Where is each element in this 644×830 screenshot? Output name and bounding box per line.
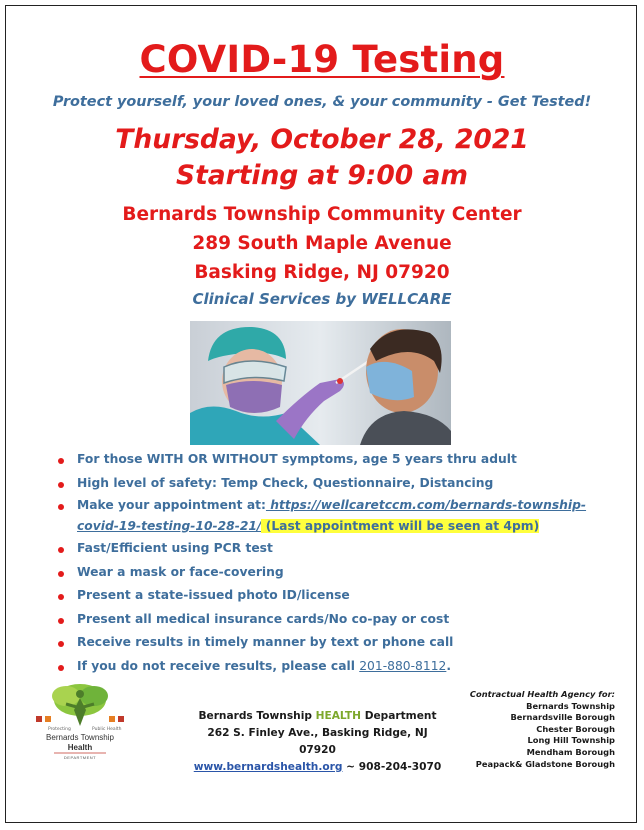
bullet-text: For those WITH OR WITHOUT symptoms, age 5 years thru adult	[77, 452, 517, 466]
list-item	[58, 537, 618, 561]
department-web-phone	[190, 759, 445, 776]
bullet-text: Receive results in timely manner by text or phone call	[77, 635, 454, 649]
bullet-text: Fast/Efficient using PCR test	[77, 541, 273, 555]
bullet-icon	[58, 665, 64, 671]
list-item	[58, 495, 618, 537]
venue-city: Basking Ridge, NJ 07920	[194, 262, 450, 283]
venue-street: 289 South Maple Avenue	[192, 233, 452, 254]
bullet-text: Present all medical insurance cards/No co-pay or cost	[77, 611, 450, 626]
appointment-link[interactable]: https://wellcaretccm.com/bernards-township-covid-19-testing-10-28-21/	[77, 498, 587, 533]
department-name-suffix: Department	[361, 710, 437, 722]
agency-item: Bernardsville Borough	[510, 712, 615, 723]
list-item	[58, 584, 618, 608]
logo-right-text: Public Health	[92, 727, 122, 732]
last-appointment-note: (Last appointment will be seen at 4pm)	[261, 519, 540, 533]
bullet-icon	[58, 571, 64, 577]
contractual-agency-list	[470, 689, 615, 770]
list-item	[58, 472, 618, 496]
list-item	[58, 655, 618, 679]
logo-left-text: Protecting	[48, 727, 71, 732]
agency-item: Bernards Township	[526, 700, 615, 711]
agency-item: Peapack& Gladstone Borough	[475, 758, 615, 769]
bullet-icon	[58, 641, 64, 647]
agency-item: Chester Borough	[536, 723, 615, 734]
department-phone: 908-204-3070	[358, 761, 442, 773]
department-address: 262 S. Finley Ave., Basking Ridge, NJ 07920	[207, 727, 428, 756]
bullet-icon	[58, 547, 64, 553]
results-phone-link[interactable]: 201-880-8112	[359, 658, 447, 673]
bullet-text: Present a state-issued photo ID/license	[77, 588, 350, 602]
list-item	[58, 631, 618, 655]
logo-name-line2: Health	[67, 743, 93, 752]
website-link[interactable]: www.bernardshealth.org	[193, 761, 343, 773]
info-bullet-list	[58, 448, 618, 678]
bullet-icon	[58, 504, 64, 510]
agency-header: Contractual Health Agency for:	[469, 689, 615, 699]
bullet-text: .	[446, 658, 452, 673]
venue-name: Bernards Township Community Center	[122, 204, 522, 225]
bullet-icon	[58, 458, 64, 464]
department-name-highlight: HEALTH	[315, 710, 361, 722]
event-time: Starting at 9:00 am	[176, 160, 468, 191]
services-line: Clinical Services by WELLCARE	[192, 290, 452, 308]
list-item	[58, 608, 618, 632]
tagline: Protect yourself, your loved ones, & your community - Get Tested!	[52, 94, 592, 110]
department-contact	[190, 708, 445, 776]
agency-item: Mendham Borough	[526, 746, 615, 757]
bullet-icon	[58, 482, 64, 488]
bullet-text: Make your appointment at:	[77, 498, 266, 512]
bullet-text: Wear a mask or face-covering	[77, 564, 284, 579]
logo-name-line1: Bernards Township	[46, 733, 114, 742]
bullet-icon	[58, 594, 64, 600]
page-title: COVID-19 Testing	[139, 38, 505, 81]
event-date: Thursday, October 28, 2021	[115, 124, 529, 155]
separator: ~	[342, 761, 359, 773]
health-department-logo	[30, 680, 130, 770]
department-name-prefix: Bernards Township	[198, 710, 316, 722]
bullet-text: High level of safety: Temp Check, Questionnaire, Distancing	[77, 475, 494, 490]
list-item	[58, 561, 618, 585]
department-name	[190, 708, 445, 725]
testing-photo	[190, 321, 451, 445]
bullet-icon	[58, 618, 64, 624]
agency-item: Long Hill Township	[527, 735, 615, 746]
list-item	[58, 448, 618, 472]
bullet-text: If you do not receive results, please call	[77, 658, 360, 673]
logo-name-line3: DEPARTMENT	[63, 755, 97, 760]
